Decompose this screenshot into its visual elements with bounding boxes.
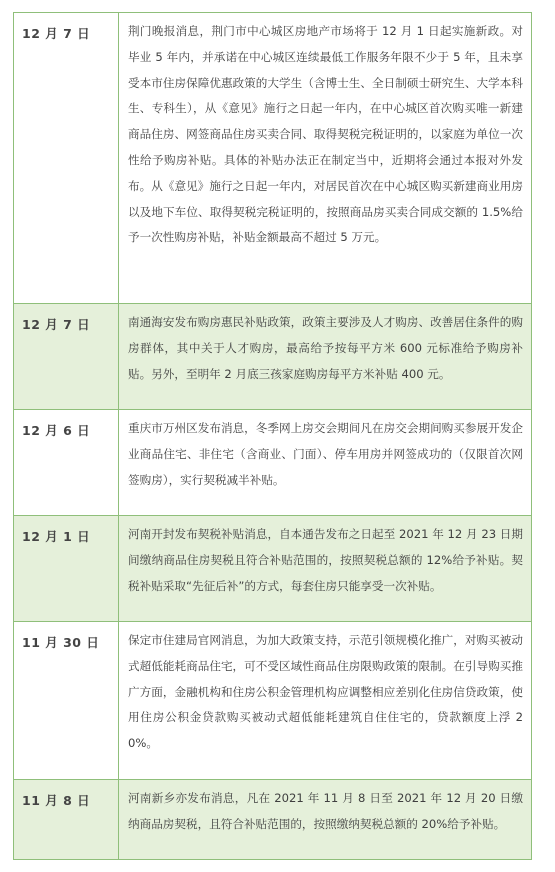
table-row [14,304,532,410]
row-date: 12 月 1 日 [14,516,119,622]
row-date: 11 月 30 日 [14,622,119,780]
row-text: 南通海安发布购房惠民补贴政策，政策主要涉及人才购房、改善居住条件的购房群体，其中关于人才购房，最高给予按每平方米 600 元标准给予购房补贴。另外，至明年 2 月底三孩家庭购房每平方米补贴 400 元。 [119,304,532,410]
row-date: 12 月 6 日 [14,410,119,516]
row-date: 11 月 8 日 [14,780,119,860]
row-text: 保定市住建局官网消息，为加大政策支持，示范引领规模化推广，对购买被动式超低能耗商品住宅，可不受区域性商品住房限购政策的限制。在引导购买推广方面，金融机构和住房公积金管理机构应调整相应差别化住房信贷政策，使用住房公积金贷款购买被动式超低能耗建筑自住住宅的，贷款额度上浮 20%。 [119,622,532,780]
table-row [14,13,532,304]
table-row [14,780,532,860]
row-text: 荆门晚报消息，荆门市中心城区房地产市场将于 12 月 1 日起实施新政。对毕业 5 年内，并承诺在中心城区连续最低工作服务年限不少于 5 年，且未享受本市住房保障优惠政策的大学生（含博士生、全日制硕士研究生、大学本科生、专科生），从《意见》施行之日起一年内，在中心城区首次购买唯一新建商品住房、网签商品住房买卖合同、取得契税完税证明的，以家庭为单位一次性给予购房补贴。具体的补贴办法正在制定当中，近期将会通过本报对外发布。从《意见》施行之日起一年内，对居民首次在中心城区购买新建商业用房以及地下车位、取得契税完税证明的，按照商品房买卖合同成交额的 1.5%给予一次性购房补贴，补贴金额最高不超过 5 万元。 [119,13,532,304]
row-text: 河南开封发布契税补贴消息，自本通告发布之日起至 2021 年 12 月 23 日期间缴纳商品住房契税且符合补贴范围的，按照契税总额的 12%给予补贴。契税补贴采取“先征后补”的方式，每套住房只能享受一次补贴。 [119,516,532,622]
table-row [14,516,532,622]
table-row [14,622,532,780]
row-date: 12 月 7 日 [14,304,119,410]
policy-table [13,12,532,860]
table-row [14,410,532,516]
row-text: 河南新乡亦发布消息，凡在 2021 年 11 月 8 日至 2021 年 12 月 20 日缴纳商品房契税，且符合补贴范围的，按照缴纳契税总额的 20%给予补贴。 [119,780,532,860]
row-text: 重庆市万州区发布消息，冬季网上房交会期间凡在房交会期间购买参展开发企业商品住宅、非住宅（含商业、门面）、停车用房并网签成功的（仅限首次网签购房），实行契税减半补贴。 [119,410,532,516]
row-date: 12 月 7 日 [14,13,119,304]
